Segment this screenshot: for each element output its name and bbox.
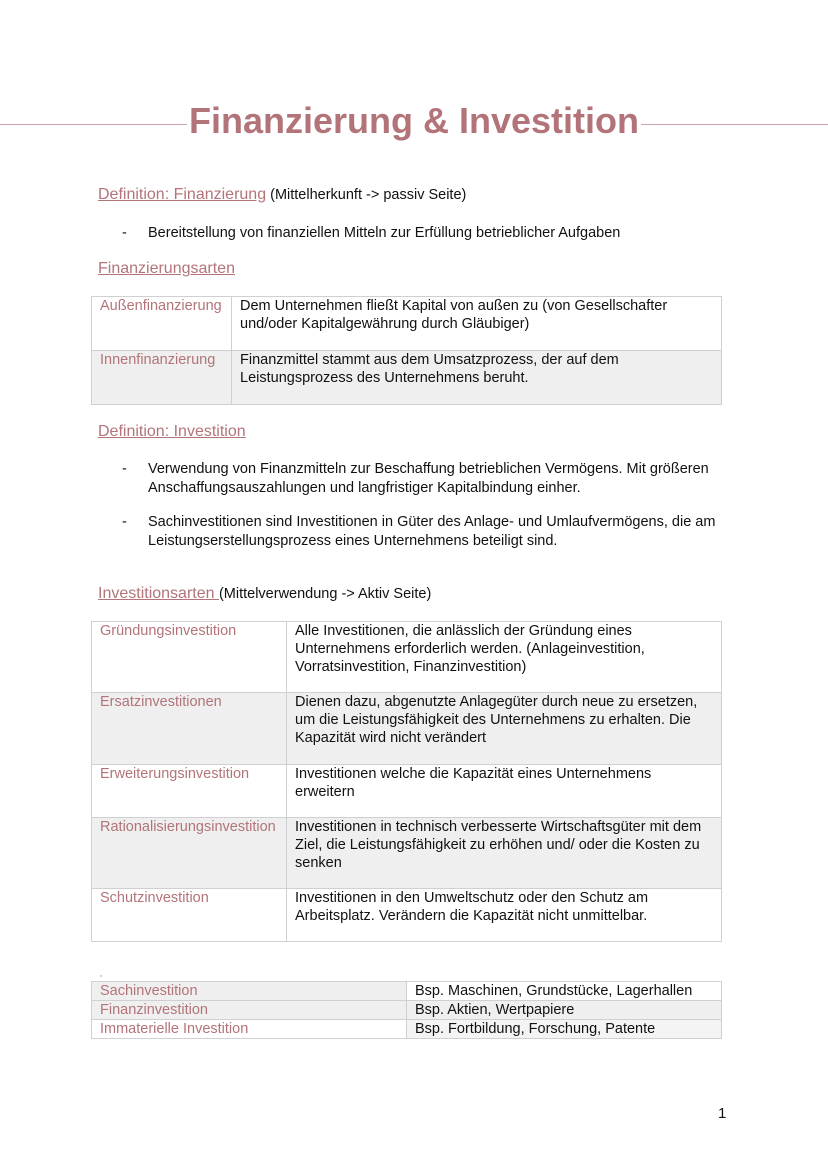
- finanzierungsarten-heading: Finanzierungsarten: [98, 260, 235, 277]
- page-number: 1: [718, 1105, 727, 1122]
- beispiele-table: [91, 981, 722, 1039]
- finanzierung-heading: [98, 186, 466, 204]
- investition-heading: Definition: Investition: [98, 423, 246, 440]
- table-row: Rationalisierungsinvestition Investitionen in technisch verbesserte Wirtschaftsgüter mit dem Ziel, die Leistungsfähigkeit zu erhöhen und/ oder die Kosten zu senken: [92, 818, 722, 889]
- table-row: Ersatzinvestitionen Dienen dazu, abgenutzte Anlagegüter durch neue zu ersetzen, um die Leistungsfähigkeit des Unternehmens zu erhalten. Die Kapazität wird nicht verändert: [92, 693, 722, 765]
- investitionsarten-heading: Investitionsarten (Mittelverwendung -> Aktiv Seite): [98, 585, 432, 602]
- stray-mark: [100, 975, 102, 977]
- page-title: Finanzierung & Investition: [188, 100, 640, 141]
- table-row: Sachinvestition Bsp. Maschinen, Grundstücke, Lagerhallen: [92, 982, 722, 1001]
- table-row: Außenfinanzierung Dem Unternehmen fließt Kapital von außen zu (von Gesellschafter und/oder Kapitalgewährung durch Gläubiger): [92, 297, 722, 351]
- table-row: Finanzinvestition Bsp. Aktien, Wertpapiere: [92, 1001, 722, 1020]
- finanzierung-note: (Mittelherkunft -> passiv Seite): [266, 187, 467, 203]
- investitionsarten-table: [91, 621, 722, 942]
- table-row: Erweiterungsinvestition Investitionen welche die Kapazität eines Unternehmens erweitern: [92, 765, 722, 818]
- table-row: Immaterielle Investition Bsp. Fortbildung, Forschung, Patente: [92, 1020, 722, 1039]
- table-row: Innenfinanzierung Finanzmittel stammt aus dem Umsatzprozess, der auf dem Leistungsprozess des Unternehmens beruht.: [92, 351, 722, 405]
- finanzierungsarten-table: [91, 296, 722, 405]
- table-row: Schutzinvestition Investitionen in den Umweltschutz oder den Schutz am Arbeitsplatz. Verändern die Kapazität nicht unmittelbar.: [92, 889, 722, 942]
- finanzierung-heading-label: Definition: Finanzierung: [98, 186, 267, 203]
- table-row: Gründungsinvestition Alle Investitionen, die anlässlich der Gründung eines Unternehmens erforderlich werden. (Anlageinvestition, Vorratsinvestition, Finanzinvestition): [92, 622, 722, 693]
